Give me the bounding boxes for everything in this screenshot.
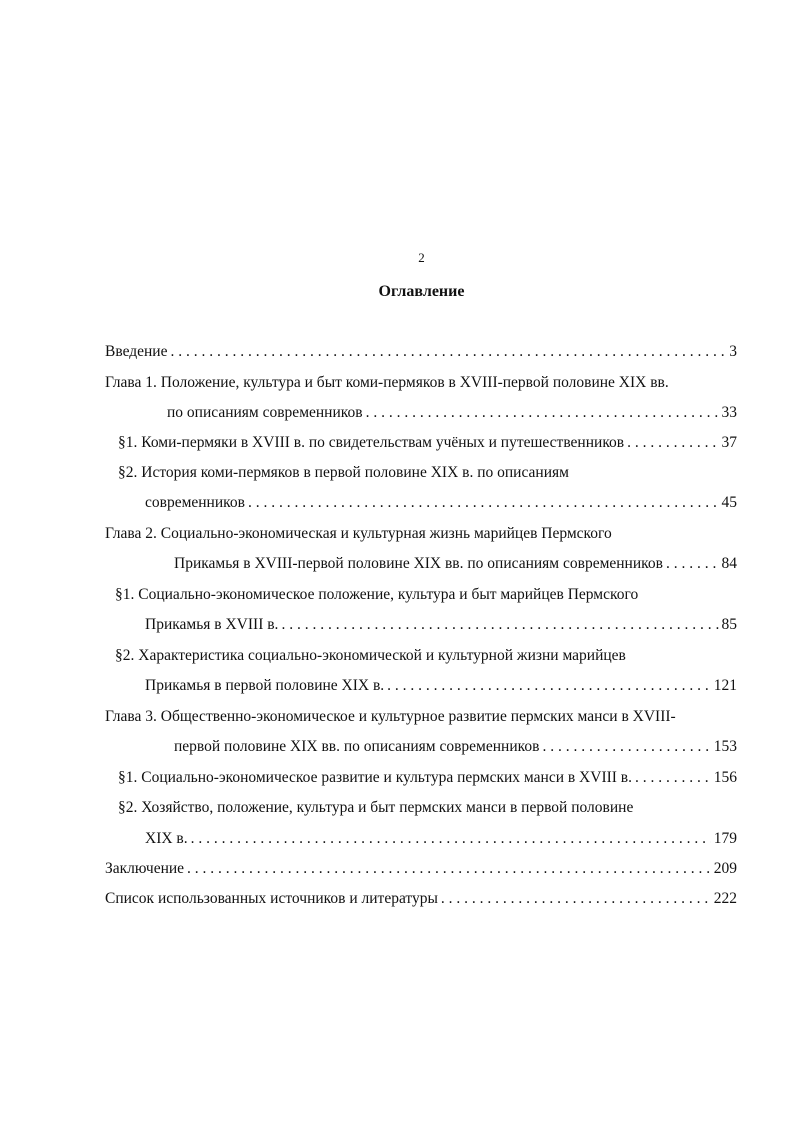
toc-entry-text: современников: [145, 494, 245, 511]
toc-entry-text: §1. Социально-экономическое развитие и культура пермских манси в XVIII в.: [118, 769, 632, 786]
dot-leader: [281, 614, 718, 636]
toc-entry-chapter3-section2[interactable]: [145, 828, 737, 850]
toc-entry-page: 209: [713, 860, 737, 877]
toc-entry-page: 45: [721, 494, 737, 511]
toc-entry-chapter2-section2-heading[interactable]: §2. Характеристика социально-экономической и культурной жизни марийцев: [115, 647, 626, 664]
toc-entry-page: 84: [721, 555, 737, 572]
toc-entry-chapter1-section2-heading[interactable]: §2. История коми-пермяков в первой половине XIX в. по описаниям: [118, 464, 569, 481]
toc-entry-chapter3-section2-heading[interactable]: §2. Хозяйство, положение, культура и быт пермских манси в первой половине: [118, 799, 634, 816]
toc-entry-text: Прикамья в XVIII в.: [145, 616, 279, 633]
toc-entry-chapter2[interactable]: [174, 553, 737, 575]
toc-entry-text: Заключение: [105, 860, 185, 877]
dot-leader: [170, 341, 726, 363]
toc-entry-chapter3-section1[interactable]: [118, 767, 737, 789]
toc-entry-text: Прикамья в XVIII-первой половине XIX вв. по описаниям современников: [174, 555, 663, 572]
dot-leader: [666, 553, 719, 575]
dot-leader: [635, 767, 711, 789]
dot-leader: [248, 492, 719, 514]
toc-entry-chapter2-section2[interactable]: [145, 675, 737, 697]
dot-leader: [441, 888, 711, 910]
toc-entry-chapter3[interactable]: [174, 736, 737, 758]
toc-entry-chapter2-section1[interactable]: [145, 614, 737, 636]
toc-entry-text: Прикамья в первой половине XIX в.: [145, 677, 385, 694]
toc-entry-page: 153: [713, 738, 737, 755]
toc-entry-sources[interactable]: [105, 888, 737, 910]
toc-entry-text: Список использованных источников и литературы: [105, 890, 438, 907]
toc-entry-text: Введение: [105, 343, 168, 360]
dot-leader: [187, 858, 711, 880]
toc-entry-page: 156: [713, 769, 737, 786]
toc-entry-text: по описаниям современников: [167, 404, 363, 421]
toc-entry-intro[interactable]: [105, 341, 737, 363]
toc-entry-chapter1-section1[interactable]: [118, 432, 737, 454]
dot-leader: [387, 675, 711, 697]
dot-leader: [366, 402, 719, 424]
toc-entry-page: 85: [721, 616, 737, 633]
toc-entry-chapter1-heading[interactable]: Глава 1. Положение, культура и быт коми-пермяков в XVIII-первой половине XIX вв.: [105, 374, 669, 391]
toc-entry-text: XIX в.: [145, 830, 188, 847]
dot-leader: [542, 736, 710, 758]
toc-entry-page: 37: [721, 434, 737, 451]
page-number: 2: [418, 250, 425, 265]
toc-entry-chapter1[interactable]: [167, 402, 737, 424]
toc-entry-conclusion[interactable]: [105, 858, 737, 880]
dot-leader: [191, 828, 711, 850]
dot-leader: [627, 432, 718, 454]
toc-entry-chapter1-section2[interactable]: [145, 492, 737, 514]
toc-entry-page: 33: [721, 404, 737, 421]
toc-title: Оглавление: [378, 283, 465, 300]
toc-entry-text: первой половине XIX вв. по описаниям современников: [174, 738, 540, 755]
toc-entry-page: 222: [713, 890, 737, 907]
toc-entry-page: 3: [729, 343, 737, 360]
toc-entry-chapter2-heading[interactable]: Глава 2. Социально-экономическая и культурная жизнь марийцев Пермского: [105, 525, 612, 542]
toc-entry-page: 121: [713, 677, 737, 694]
toc-entry-text: §1. Коми-пермяки в XVIII в. по свидетельствам учёных и путешественников: [118, 434, 625, 451]
toc-entry-page: 179: [713, 830, 737, 847]
toc-entry-chapter3-heading[interactable]: Глава 3. Общественно-экономическое и культурное развитие пермских манси в XVIII-: [105, 708, 676, 725]
toc-entry-chapter2-section1-heading[interactable]: §1. Социально-экономическое положение, культура и быт марийцев Пермского: [115, 586, 639, 603]
